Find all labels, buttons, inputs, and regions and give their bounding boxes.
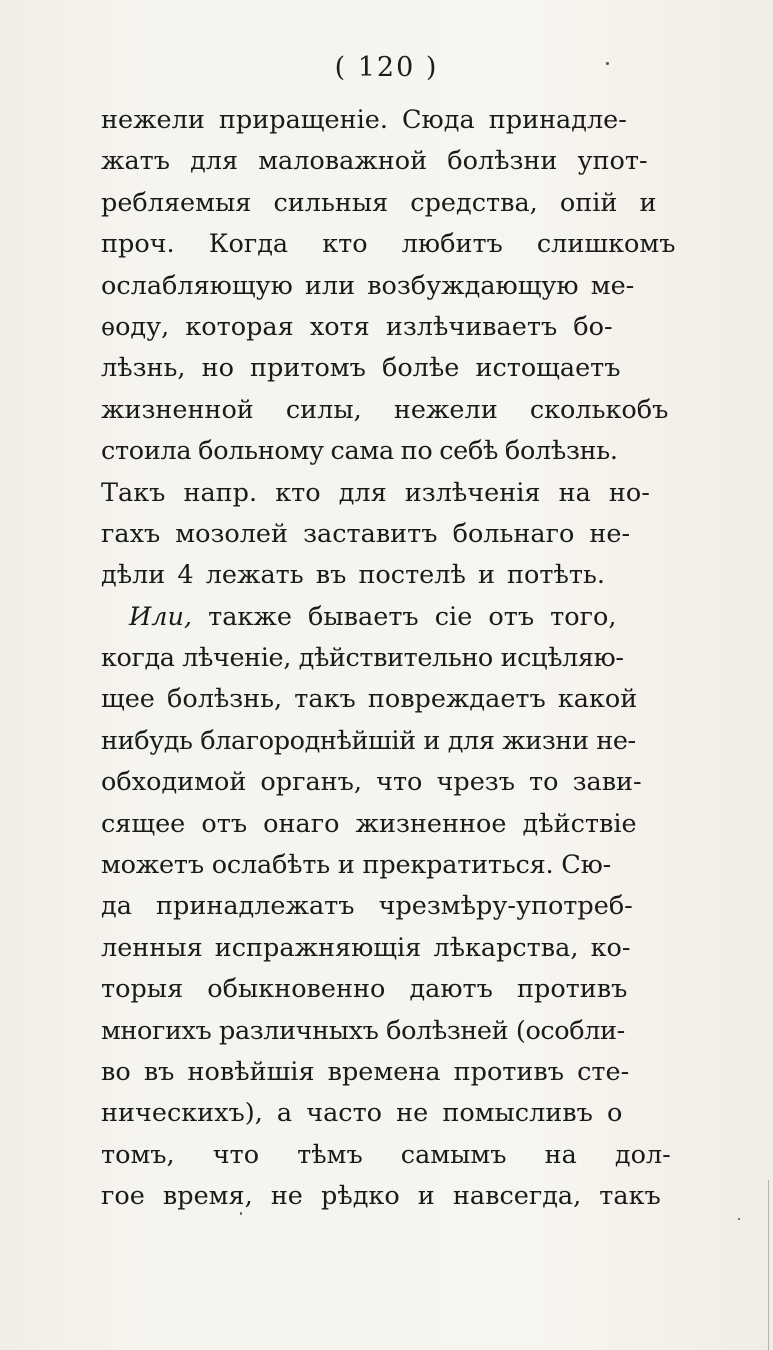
- paragraph-lead-word: Или,: [129, 601, 193, 632]
- text-line: ребляемыя сильныя средства, опiй и: [101, 187, 657, 218]
- text-line: проч. Когда кто любитъ слишкомъ: [101, 229, 676, 260]
- text-line: щее болѣзнь, такъ повреждаетъ какой: [101, 684, 638, 715]
- text-line: нежели приращенie. Сюда принадле-: [101, 105, 627, 135]
- text-line: ленныя испражняющiя лѣкарства, ко-: [101, 932, 631, 963]
- text-line: ническихъ), а часто не помысливъ о: [101, 1098, 623, 1129]
- paragraph-lead-rest: также бываетъ сiе отъ того,: [192, 601, 617, 632]
- text-line: лѣзнь, но притомъ болѣе истощаетъ: [101, 353, 621, 384]
- text-line: гое время, не рѣдко и навсегда, такъ: [101, 1181, 661, 1212]
- text-line: Такъ напр. кто для излѣченiя на но-: [101, 477, 650, 508]
- text-line: гахъ мозолей заставитъ больнаго не-: [101, 518, 631, 549]
- text-line: ѳоду, которая хотя излѣчиваетъ бо-: [101, 311, 613, 342]
- text-line: можетъ ослабѣть и прекратиться. Сю-: [101, 850, 612, 881]
- text-line: сящее отъ онаго жизненное дѣйствiе: [101, 808, 637, 839]
- text-line: томъ, что тѣмъ самымъ на дол-: [101, 1139, 671, 1170]
- paragraph-first-line: [101, 597, 693, 638]
- text-line: жизненной силы, нежели сколькобъ: [101, 394, 669, 425]
- text-line: нибудь благороднѣйшiй и для жизни не-: [101, 725, 636, 756]
- text-line: дѣли 4 лежать въ постелѣ и потѣть.: [101, 560, 605, 591]
- text-line: ослабляющую или возбуждающую ме-: [101, 270, 635, 301]
- print-speck: [240, 1212, 242, 1215]
- page-edge-line: [768, 1180, 769, 1350]
- body-text: [101, 100, 693, 1218]
- print-speck: [606, 62, 609, 65]
- text-line: во въ новѣйшiя времена противъ сте-: [101, 1056, 630, 1087]
- page-number: ( 120 ): [334, 52, 439, 83]
- text-line: жатъ для маловажной болѣзни упот-: [101, 146, 648, 177]
- text-line: стоила больному сама по себѣ болѣзнь.: [101, 436, 618, 467]
- print-speck: [738, 1218, 740, 1220]
- text-line: да принадлежатъ чрезмѣру-употреб-: [101, 891, 633, 922]
- text-line: многихъ различныхъ болѣзней (особли-: [101, 1015, 625, 1046]
- text-line: обходимой органъ, что чрезъ то зави-: [101, 767, 642, 798]
- text-line: когда лѣченiе, дѣйствительно исцѣляю-: [101, 643, 624, 674]
- text-line: торыя обыкновенно даютъ противъ: [101, 974, 628, 1005]
